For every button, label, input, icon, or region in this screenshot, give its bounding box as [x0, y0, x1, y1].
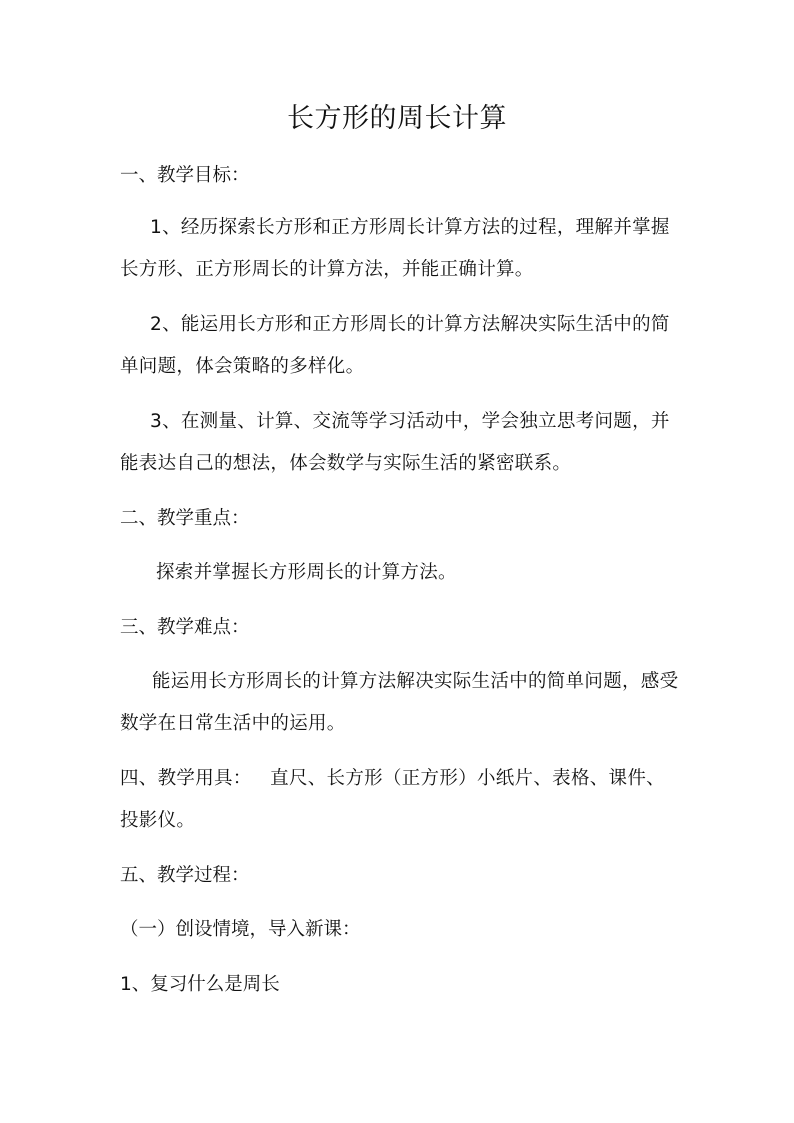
- goal-3-line-1: 3、在测量、计算、交流等学习活动中，学会独立思考问题，并: [150, 411, 670, 432]
- section-heading-process: 五、教学过程：: [120, 865, 250, 886]
- goal-3-line-2: 能表达自己的想法，体会数学与实际生活的紧密联系。: [120, 453, 572, 474]
- section-heading-goals: 一、教学目标：: [120, 165, 250, 186]
- process-item-1: 1、复习什么是周长: [120, 974, 280, 995]
- document-title: 长方形的周长计算: [287, 103, 507, 134]
- teaching-tools-line-2: 投影仪。: [120, 810, 196, 831]
- section-heading-difficulty: 三、教学难点：: [120, 617, 250, 638]
- difficulty-line-1: 能运用长方形周长的计算方法解决实际生活中的简单问题，感受: [152, 671, 679, 692]
- goal-1-line-2: 长方形、正方形周长的计算方法，并能正确计算。: [120, 259, 534, 280]
- key-point-text: 探索并掌握长方形周长的计算方法。: [156, 562, 457, 583]
- goal-2-line-1: 2、能运用长方形和正方形周长的计算方法解决实际生活中的简: [150, 314, 670, 335]
- section-heading-key-point: 二、教学重点：: [120, 508, 250, 529]
- process-step-1: （一）创设情境，导入新课：: [120, 919, 361, 940]
- goal-2-line-2: 单问题，体会策略的多样化。: [120, 356, 365, 377]
- teaching-tools-line-1: 四、教学用具： 直尺、长方形（正方形）小纸片、表格、课件、: [120, 768, 665, 789]
- goal-1-line-1: 1、经历探索长方形和正方形周长计算方法的过程，理解并掌握: [150, 217, 670, 238]
- difficulty-line-2: 数学在日常生活中的运用。: [120, 713, 346, 734]
